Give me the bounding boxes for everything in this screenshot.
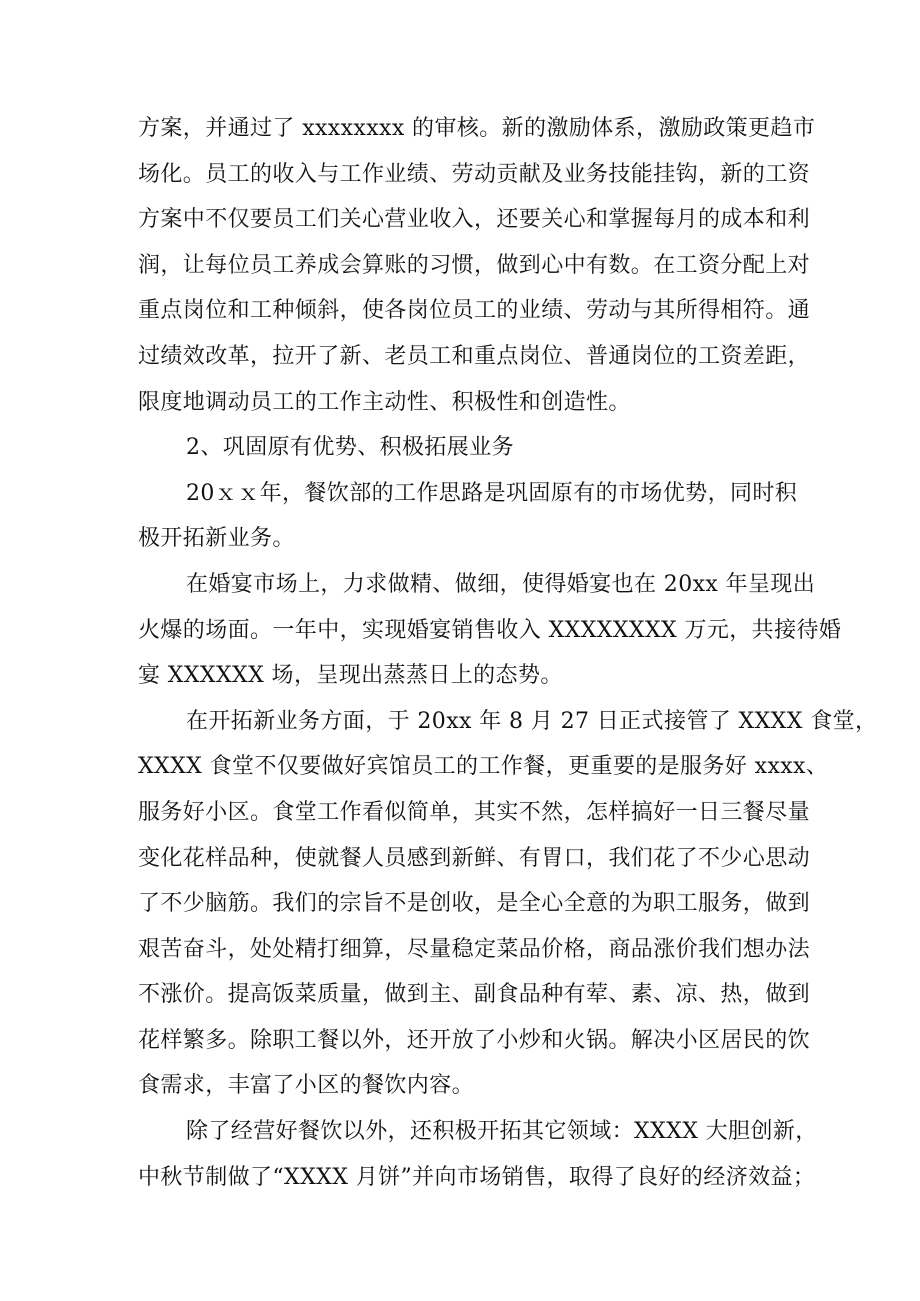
text-line: 过绩效改革，拉开了新、老员工和重点岗位、普通岗位的工资差距， [138, 343, 811, 369]
text-line: 极开拓新业务。 [138, 526, 295, 552]
text-line: 限度地调动员工的工作主动性、积极性和创造性。 [138, 389, 631, 415]
text-line: 花样繁多。除职工餐以外，还开放了小炒和火锅。解决小区居民的饮 [138, 1027, 811, 1053]
text-line: 方案中不仅要员工们关心营业收入，还要关心和掌握每月的成本和利 [138, 207, 811, 233]
text-line: 服务好小区。食堂工作看似简单，其实不然，怎样搞好一日三餐尽量 [138, 799, 811, 825]
text-line: 在婚宴市场上，力求做精、做细，使得婚宴也在 20xx 年呈现出 [186, 571, 816, 597]
paragraph [138, 1109, 818, 1200]
paragraph [138, 425, 798, 471]
text-line: 方案，并通过了 xxxxxxxx 的审核。新的激励体系，激励政策更趋市 [138, 116, 816, 141]
text-line: 中秋节制做了“XXXX 月饼”并向市场销售，取得了良好的经济效益； [138, 1164, 816, 1190]
text-line: 在开拓新业务方面，于 20xx 年 8 月 27 日正式接管了 XXXX 食堂， [186, 708, 878, 734]
text-line: 润，让每位员工养成会算账的习惯，做到心中有数。在工资分配上对 [138, 252, 811, 278]
text-line: 了不少脑筋。我们的宗旨不是创收，是全心全意的为职工服务，做到 [138, 891, 811, 917]
text-line: XXXX 食堂不仅要做好宾馆员工的工作餐，更重要的是服务好 xxxx、 [138, 754, 829, 780]
document-body [138, 106, 878, 1200]
text-line: 不涨价。提高饭菜质量，做到主、副食品种有荤、素、凉、热，做到 [138, 982, 811, 1008]
text-line: 食需求，丰富了小区的餐饮内容。 [138, 1073, 475, 1099]
text-line: 场化。员工的收入与工作业绩、劳动贡献及业务技能挂钩，新的工资 [138, 161, 811, 187]
text-line: 火爆的场面。一年中，实现婚宴销售收入 XXXXXXXX 万元，共接待婚 [138, 617, 842, 643]
text-line: 2、巩固原有优势、积极拓展业务 [186, 435, 514, 461]
paragraph [138, 471, 798, 562]
paragraph [138, 699, 878, 1109]
text-line: 20ｘｘ年，餐饮部的工作思路是巩固原有的市场优势，同时积 [186, 480, 798, 506]
text-line: 艰苦奋斗，处处精打细算，尽量稳定菜品价格，商品涨价我们想办法 [138, 936, 811, 962]
paragraph [138, 106, 816, 425]
paragraph [138, 562, 842, 699]
text-line: 变化花样品种，使就餐人员感到新鲜、有胃口，我们花了不少心思动 [138, 845, 811, 871]
text-line: 除了经营好餐饮以外，还积极开拓其它领域：XXXX 大胆创新， [186, 1119, 818, 1145]
text-line: 宴 XXXXXX 场，呈现出蒸蒸日上的态势。 [138, 663, 563, 689]
text-line: 重点岗位和工种倾斜，使各岗位员工的业绩、劳动与其所得相符。通 [138, 298, 811, 324]
